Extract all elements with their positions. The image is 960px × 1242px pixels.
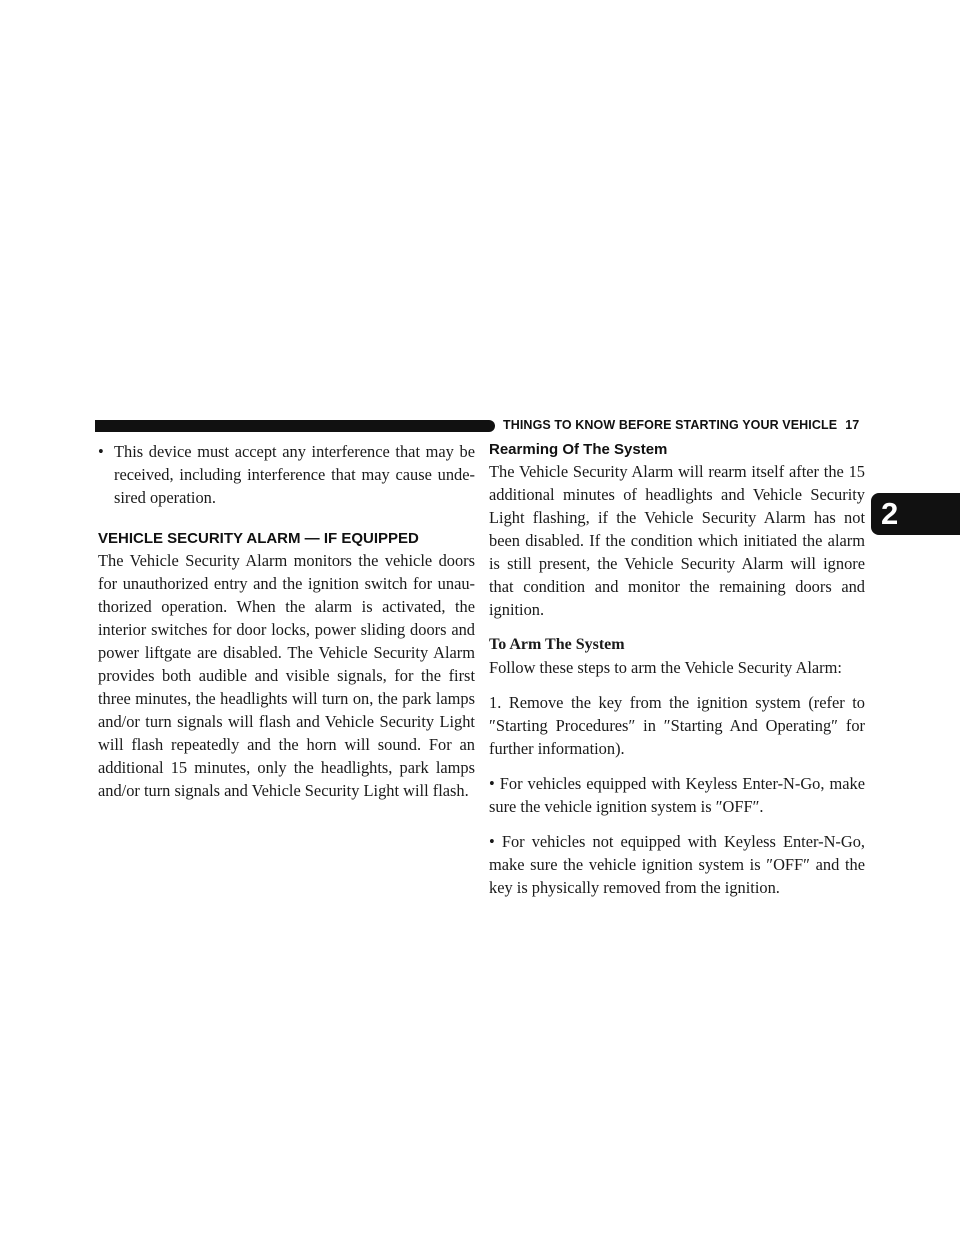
section-heading: VEHICLE SECURITY ALARM — IF EQUIPPED bbox=[98, 530, 419, 547]
arm-intro: Follow these steps to arm the Vehicle Security Alarm: bbox=[489, 658, 842, 677]
left-column bbox=[98, 440, 475, 802]
rearm-paragraph: The Vehicle Security Alarm will rearm itself after the 15 additional minutes of headlights and Vehicle Security Light flashing, if the Vehicle Security Alarm has not been disabled. If the condition which initiated the alarm is still present, the Vehicle Security Alarm will ignore that condition and monitor the remaining doors and ignition. bbox=[489, 462, 865, 619]
chapter-tab[interactable] bbox=[871, 493, 960, 535]
arm-heading: To Arm The System bbox=[489, 636, 625, 653]
header-title: THINGS TO KNOW BEFORE STARTING YOUR VEHICLE bbox=[503, 418, 838, 432]
bullet-item bbox=[98, 440, 475, 509]
running-header bbox=[503, 418, 859, 432]
section-paragraph: The Vehicle Security Alarm monitors the vehicle doors for unauthorized entry and the ignition switch for unau-thorized operation. When the alarm is activated, the interior switches for door locks, power sliding doors and power liftgate are disabled. The Vehicle Security Alarm provides both audible and visible signals, for the first three minutes, the headlights will turn on, the park lamps and/or turn signals will flash and Vehicle Security Light will flash repeatedly and the horn will sound. For an additional 15 minutes, only the headlights, park lamps and/or turn signals and Vehicle Security Light will flash. bbox=[98, 551, 475, 800]
right-column bbox=[489, 440, 865, 899]
header-rule bbox=[95, 420, 495, 432]
step-1: 1. Remove the key from the ignition system (refer to ″Starting Procedures″ in ″Starting And Operating″ for further information). bbox=[489, 693, 865, 758]
bullet-text: This device must accept any interference that may be received, including interference that may cause unde-sired operation. bbox=[114, 442, 475, 507]
bullet-keyless: • For vehicles equipped with Keyless Enter-N-Go, make sure the vehicle ignition system is ″OFF″. bbox=[489, 774, 865, 816]
subsection-heading: Rearming Of The System bbox=[489, 441, 668, 458]
bullet-dot-icon: • bbox=[98, 442, 104, 461]
bullet-non-keyless: • For vehicles not equipped with Keyless Enter-N-Go, make sure the vehicle ignition system is ″OFF″ and the key is physically removed from the ignition. bbox=[489, 832, 865, 897]
chapter-tab-label: 2 bbox=[881, 496, 899, 531]
page-number: 17 bbox=[845, 418, 860, 432]
